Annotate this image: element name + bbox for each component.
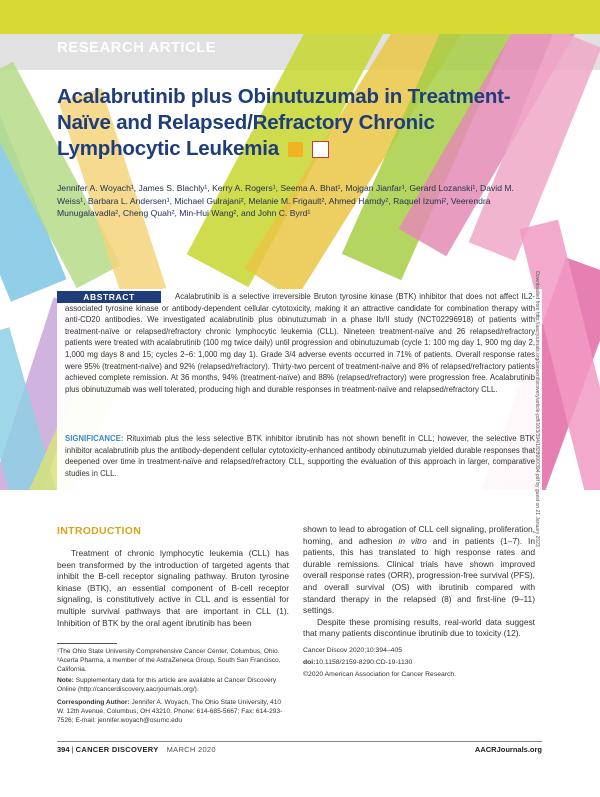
- download-note: [532, 246, 544, 576]
- significance-paragraph: [65, 433, 535, 479]
- footnote-divider: [57, 643, 117, 644]
- doi: [303, 658, 535, 668]
- section-label: RESEARCH ARTICLE: [57, 39, 217, 56]
- open-access-icon: [312, 141, 329, 158]
- copyright: ©2020 American Association for Cancer Research.: [303, 671, 457, 678]
- journal-name: CANCER DISCOVERY: [75, 745, 159, 754]
- intro-paragraph-1: Treatment of chronic lymphocytic leukemia (CLL) has been transformed by the introduction of targeted agents that inhibit the B-cell receptor signaling pathway. Bruton tyrosine kinase (BTK), an essential component of B-cell receptor signaling, is constitutively active in CLL and is essential for multiple survival pathways that are important in CLL (1). Inhibition of BTK by the oral agent ibrutinib has been: [57, 548, 289, 628]
- article-title: [57, 84, 527, 162]
- page-number: 394: [57, 745, 70, 754]
- abstract-text: Acalabrutinib is a selective irreversible Bruton tyrosine kinase (BTK) inhibitor that does not affect IL2-associated tyrosine kinase or antibody-dependent cellular cytotoxicity, making it an attractive candidate for combination therapy with anti-CD20 antibodies. We investigated acalabrutinib plus obinutuzumab in a phase Ib/II study (NCT02296918) of patients with treatment-naïve or relapsed/refractory chronic lymphocytic leukemia (CLL). Nineteen treatment-naïve and 26 relapsed/refractory patients were treated with acalabrutinib (100 mg twice daily) until progression and obinutuzumab (cycle 1: 100 mg day 1, 900 mg day 2, 1,000 mg days 8 and 15; cycles 2–6: 1,000 mg day 1). Grade 3/4 adverse events occurred in 71% of patients. Overall response rates were 95% (treatment-naïve) and 92% (relapsed/refractory). Thirty-two percent of treatment-naïve and 8% of relapsed/refractory patients achieved complete remission. At 36 months, 94% (treatment-naïve) and 88% (relapsed/refractory) were progression free. Acalabrutinib plus obinutuzumab was well tolerated, producing high and durable responses in treatment-naïve and relapsed/refractory CLL.: [65, 292, 535, 394]
- affiliations-footnote: ¹The Ohio State University Comprehensive Cancer Center, Columbus, Ohio. ²Acerta Pharma, a member of the AstraZeneca Group, South San Francisco, California.: [57, 648, 281, 674]
- footer-divider: [57, 741, 542, 742]
- intro-text-italic: in vitro: [398, 535, 427, 546]
- corresponding-author: [57, 698, 289, 726]
- download-note-text: Downloaded from http://aacrjournals.org/cancerdiscovery/article-pdf/10/3/394/1828990/394.pdf by guest on 21 January 2023: [534, 271, 540, 547]
- abstract-label: ABSTRACT: [57, 291, 161, 303]
- intro-text-a: shown to lead to abrogation of CLL cell signaling, proliferation, homing, and adhesion: [303, 524, 535, 546]
- note-label: Note:: [57, 677, 74, 684]
- intro-paragraph-2: Despite these promising results, real-world data suggest that many patients discontinue ibrutinib due to toxicity (12).: [303, 616, 535, 639]
- citation: Cancer Discov 2020;10:394–405: [303, 647, 402, 654]
- corr-label: Corresponding Author:: [57, 699, 130, 706]
- note-footnote: [57, 676, 289, 694]
- footer-left: [57, 745, 216, 754]
- crossmark-icon[interactable]: [288, 142, 303, 157]
- doi-link[interactable]: 10.1158/2159-8290.CD-19-1130: [315, 659, 413, 666]
- intro-column-1: [57, 548, 289, 629]
- significance-label: SIGNIFICANCE:: [65, 434, 124, 443]
- significance-text: Rituximab plus the less selective BTK inhibitor ibrutinib has not shown benefit in CLL; however, the selective BTK inhibitor acalabrutinib plus the antibody-dependent cellular cytotoxicity-enhanced antibody obinutuzumab yielded durable responses that deepened over time in treatment-naïve and relapsed/refractory CLL, supporting the evaluation of this approach in larger, comparative studies in CLL.: [65, 434, 536, 478]
- article-title-text: Acalabrutinib plus Obinutuzumab in Treatment-Naïve and Relapsed/Refractory Chronic Lymphocytic Leukemia: [57, 85, 511, 160]
- corr-text: Jennifer A. Woyach, The Ohio State University, 410 W. 12th Avenue, Columbus, OH 43210. Phone: 614-685-5667; Fax: 614-293-7526; E-mail: jennifer.woyach@osumc.edu: [57, 699, 283, 725]
- intro-text-b: and in patients (1–7). In patients, this has translated to high response rates and durable remissions. Clinical trials have shown improved overall response rates (ORR), progression-free survival (PFS), and overall survival (OS) with ibrutinib compared with standard therapy in the relapsed (8) and first-line (9–11) settings.: [303, 535, 536, 616]
- header-band: [0, 0, 600, 34]
- introduction-heading: INTRODUCTION: [57, 525, 142, 537]
- footer-separator: |: [69, 745, 76, 754]
- journal-site-link[interactable]: AACRJournals.org: [474, 745, 542, 754]
- intro-column-2: [303, 524, 535, 640]
- note-text: Supplementary data for this article are available at Cancer Discovery Online (http://cancerdiscovery.aacrjournals.org/).: [57, 677, 277, 694]
- issue-month: MARCH 2020: [166, 745, 216, 754]
- doi-label: doi:: [303, 659, 316, 666]
- abstract-section: [57, 289, 542, 505]
- author-list: Jennifer A. Woyach¹, James S. Blachly¹, Kerry A. Rogers¹, Seema A. Bhat¹, Mojgan Jianfar¹, Gerard Lozanski¹, David M. Weiss¹, Barbara L. Andersen¹, Michael Gulrajani², Melanie M. Frigault², Ahmed Hamdy², Raquel Izumi², Veerendra Munugalavadla², Cheng Quah², Min-Hui Wang², and John C. Byrd¹: [57, 183, 514, 218]
- intro-paragraph-1-cont: [303, 524, 535, 617]
